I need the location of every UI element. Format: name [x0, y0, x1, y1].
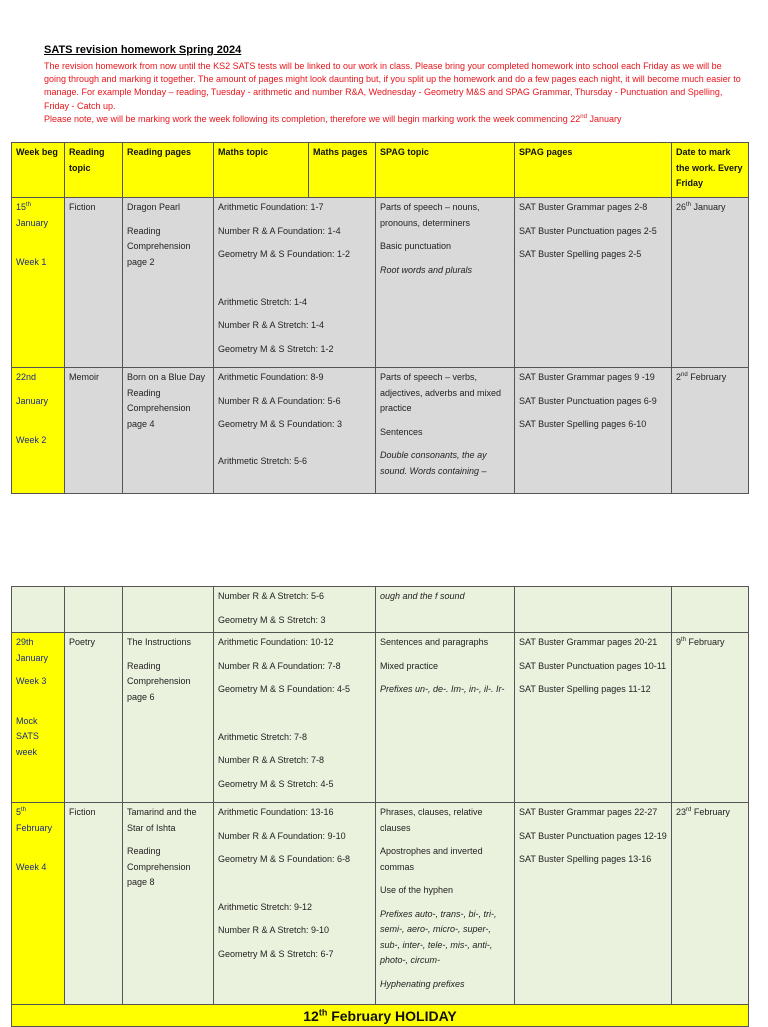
table-row-week2-continued	[12, 587, 749, 633]
reading-pages	[123, 587, 214, 633]
table-row-week3	[12, 633, 749, 803]
reading-pages: Tamarind and the Star of Ishta Reading Comprehension page 8	[123, 803, 214, 1005]
header-week: Week beg	[12, 143, 65, 198]
spag-topic: Sentences and paragraphs Mixed practice Prefixes un-, de-. Im-, in-, il-. Ir-	[376, 633, 515, 803]
reading-topic: Memoir	[65, 368, 123, 494]
spag-topic: Parts of speech – verbs, adjectives, adverbs and mixed practice Sentences Double consonants, the ay sound. Words containing –	[376, 368, 515, 494]
maths-topic: Arithmetic Foundation: 8-9 Number R & A Foundation: 5-6 Geometry M & S Foundation: 3 Arithmetic Stretch: 5-6	[214, 368, 376, 494]
maths-topic: Arithmetic Foundation: 13-16 Number R & A Foundation: 9-10 Geometry M & S Foundation: 6-8 Arithmetic Stretch: 9-12 Number R & A Stretch: 9-10 Geometry M & S Stretch: 6-7	[214, 803, 376, 1005]
spag-pages: SAT Buster Grammar pages 9 -19 SAT Buster Punctuation pages 6-9 SAT Buster Spelling pages 6-10	[515, 368, 672, 494]
date-cell	[672, 587, 749, 633]
header-spag-topic: SPAG topic	[376, 143, 515, 198]
reading-topic: Fiction	[65, 198, 123, 368]
week-cell: 29th January Week 3 Mock SATS week	[12, 633, 65, 803]
spag-pages: SAT Buster Grammar pages 20-21 SAT Buster Punctuation pages 10-11 SAT Buster Spelling pages 11-12	[515, 633, 672, 803]
week-cell	[12, 587, 65, 633]
spag-topic: Phrases, clauses, relative clauses Apostrophes and inverted commas Use of the hyphen Prefixes auto-, trans-, bi-, tri-, semi-, aero-, micro-, super-, sub-, inter-, tele-, mis-, anti-, photo-, circum- Hyphenating prefixes	[376, 803, 515, 1005]
header-spag-pages: SPAG pages	[515, 143, 672, 198]
table-row-week1	[12, 198, 749, 368]
spag-topic: Parts of speech – nouns, pronouns, determiners Basic punctuation Root words and plurals	[376, 198, 515, 368]
reading-pages: Dragon Pearl Reading Comprehension page 2	[123, 198, 214, 368]
intro-paragraph: The revision homework from now until the KS2 SATS tests will be linked to our work in class. Please bring your completed homework into school each Friday as we will be going through and marking it together. The amount of pages might look daunting but, if you split up the homework and do a few pages each night, it will become much easier to manage. For example Monday – reading, Tuesday - arithmetic and number R&A, Wednesday - Geometry M&S and SPAG Grammar, Thursday - Punctuation and Spelling, Friday - Catch up.	[44, 61, 741, 111]
spag-pages	[515, 587, 672, 633]
reading-pages: Born on a Blue Day Reading Comprehension page 4	[123, 368, 214, 494]
reading-topic: Poetry	[65, 633, 123, 803]
table-row-week2	[12, 368, 749, 494]
week-cell: 15th January Week 1	[12, 198, 65, 368]
maths-topic: Number R & A Stretch: 5-6 Geometry M & S Stretch: 3	[214, 587, 376, 633]
maths-topic: Arithmetic Foundation: 1-7 Number R & A Foundation: 1-4 Geometry M & S Foundation: 1-2 Arithmetic Stretch: 1-4 Number R & A Stretch: 1-4 Geometry M & S Stretch: 1-2	[214, 198, 376, 368]
date-cell: 26th January	[672, 198, 749, 368]
holiday-banner: 12th February HOLIDAY	[12, 1005, 749, 1027]
week-cell: 22nd January Week 2	[12, 368, 65, 494]
date-cell: 23rd February	[672, 803, 749, 1005]
reading-topic	[65, 587, 123, 633]
document-title: SATS revision homework Spring 2024	[44, 44, 242, 56]
maths-topic: Arithmetic Foundation: 10-12 Number R & A Foundation: 7-8 Geometry M & S Foundation: 4-5 Arithmetic Stretch: 7-8 Number R & A Stretch: 7-8 Geometry M & S Stretch: 4-5	[214, 633, 376, 803]
intro-note: Please note, we will be marking work the week following its completion, therefore we will begin marking work the week commencing 22nd January	[44, 113, 622, 124]
spag-pages: SAT Buster Grammar pages 2-8 SAT Buster Punctuation pages 2-5 SAT Buster Spelling pages 2-5	[515, 198, 672, 368]
holiday-row	[12, 1005, 749, 1027]
spag-pages: SAT Buster Grammar pages 22-27 SAT Buster Punctuation pages 12-19 SAT Buster Spelling pages 13-16	[515, 803, 672, 1005]
homework-table-page2	[11, 586, 749, 1027]
header-maths-topic: Maths topic	[214, 143, 309, 198]
header-date: Date to mark the work. Every Friday	[672, 143, 749, 198]
date-cell: 9th February	[672, 633, 749, 803]
header-reading-pages: Reading pages	[123, 143, 214, 198]
date-cell: 2nd February	[672, 368, 749, 494]
header-maths-pages: Maths pages	[309, 143, 376, 198]
reading-topic: Fiction	[65, 803, 123, 1005]
reading-pages: The Instructions Reading Comprehension page 6	[123, 633, 214, 803]
spag-topic: ough and the f sound	[376, 587, 515, 633]
table-row-week4	[12, 803, 749, 1005]
intro-text	[44, 60, 744, 126]
homework-table-page1	[11, 142, 749, 494]
header-reading-topic: Reading topic	[65, 143, 123, 198]
week-cell: 5th February Week 4	[12, 803, 65, 1005]
header-row	[12, 143, 749, 198]
